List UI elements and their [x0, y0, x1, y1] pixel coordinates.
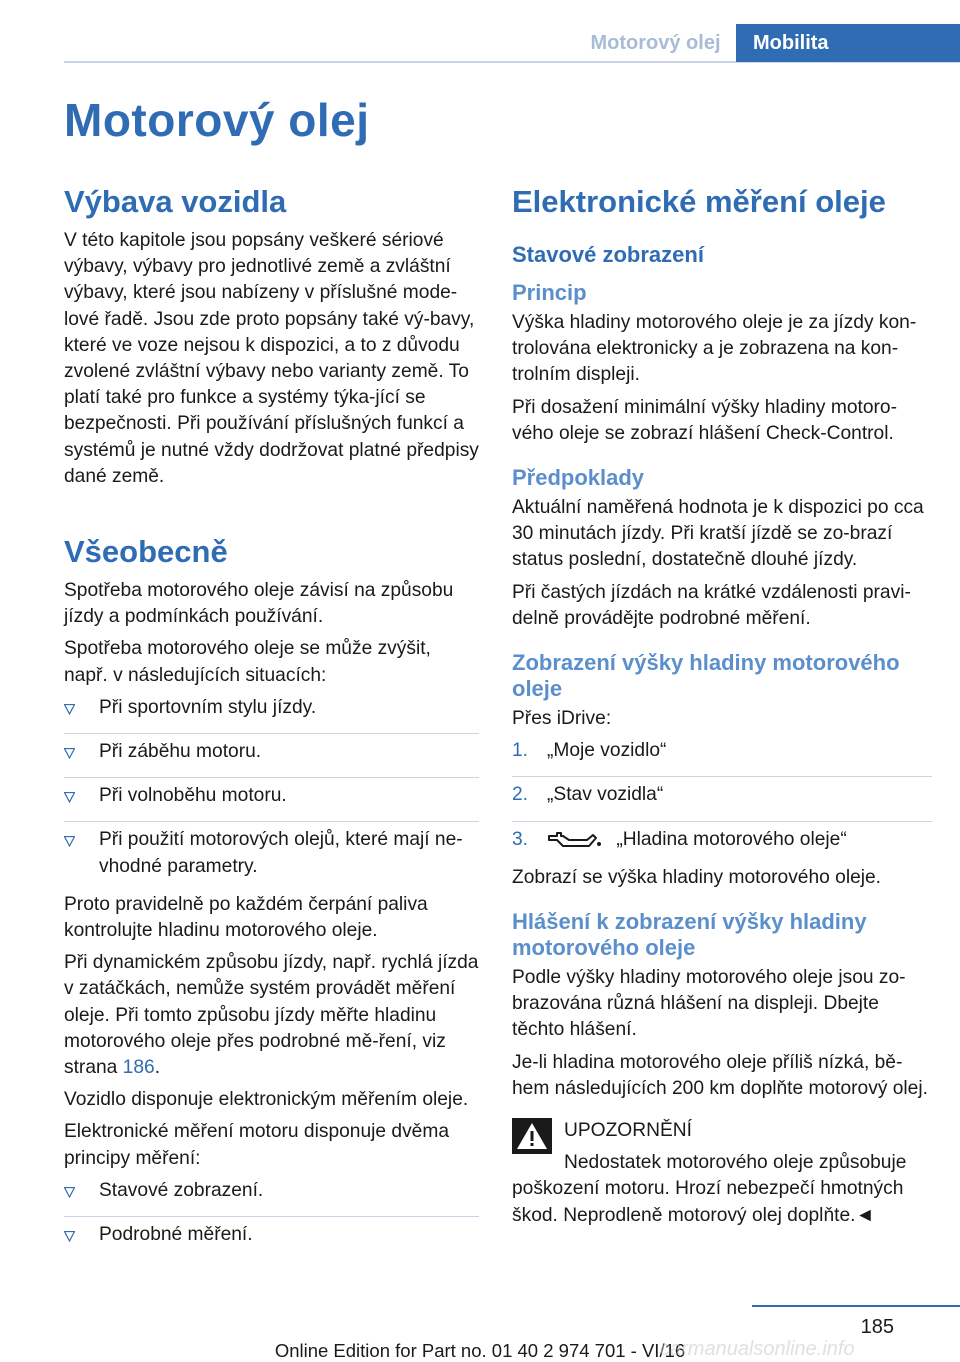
- paragraph-messages-2: Je-li hladina motorového oleje příliš nízká, bě‐hem následujících 200 km doplňte motorový olej.: [512, 1051, 928, 1099]
- paragraph-check-level: Proto pravidelně po každém čerpání paliva kontrolujte hladinu motorového oleje.: [64, 893, 428, 942]
- list-item: [64, 733, 479, 771]
- list-item: [512, 821, 932, 859]
- list-item: [64, 777, 479, 815]
- paragraph-principle-2: Při dosažení minimální výšky hladiny motoro‐vého oleje se zobrazí hlášení Check-Control.: [512, 396, 897, 444]
- list-item-text: Při použití motorových olejů, které mají ne‐vhodné parametry.: [99, 829, 463, 877]
- heading-messages: Hlášení k zobrazení výšky hladiny motorového oleje: [512, 909, 867, 961]
- dynamic-driving-end: .: [154, 1057, 161, 1079]
- list-item: [64, 1216, 479, 1254]
- paragraph-level-shown: Zobrazí se výška hladiny motorového oleje.: [512, 866, 882, 888]
- paragraph-consumption: Spotřeba motorového oleje závisí na způsobu jízdy a podmínkách používání.: [64, 580, 454, 628]
- paragraph-principles: Elektronické měření motoru disponuje dvěma principy měření:: [64, 1121, 450, 1169]
- list-item-text: Při sportovním stylu jízdy.: [99, 696, 317, 718]
- list-item-text: Podrobné měření.: [99, 1224, 253, 1246]
- triangle-bullet-icon: [64, 748, 75, 759]
- step-text: „Stav vozidla“: [547, 784, 664, 806]
- warning-box: [512, 1114, 932, 1229]
- dynamic-driving-text: Při dynamickém způsobu jízdy, např. rychlá jízda v zatáčkách, nemůže systém provádět měření oleje. Při tomto způsobu jízdy měřte hladinu motorového oleje přes podrobné mě‐ření, viz strana: [64, 952, 479, 1079]
- list-item: [64, 1178, 479, 1210]
- triangle-bullet-icon: [64, 1231, 75, 1242]
- triangle-bullet-icon: [64, 704, 75, 715]
- list-item-text: Při volnoběhu motoru.: [99, 785, 287, 807]
- heading-principle: Princip: [512, 280, 587, 305]
- triangle-bullet-icon: [64, 836, 75, 847]
- list-item-text: Stavové zobrazení.: [99, 1179, 264, 1201]
- warning-triangle-icon: [512, 1118, 552, 1154]
- step-text: „Hladina motorového oleje“: [616, 828, 847, 850]
- section-tab[interactable]: Motorový olej: [590, 32, 721, 54]
- paragraph-dynamic-driving: [64, 950, 479, 1081]
- step-number: 2.: [512, 784, 529, 806]
- paragraph-messages-1: Podle výšky hladiny motorového oleje jsou zo‐brazována různá hlášení na displeji. Dbejte těchto hlášení.: [512, 967, 906, 1041]
- warning-text: Nedostatek motorového oleje způsobuje poškození motoru. Hrozí nebezpečí hmotných škod. Neprodleně motorový olej doplňte.◄: [512, 1152, 907, 1226]
- paragraph-principle-1: Výška hladiny motorového oleje je za jízdy kon‐trolována elektronicky a je zobrazena na kon‐trolním displeji.: [512, 312, 917, 386]
- paragraph-prereq-1: Aktuální naměřená hodnota je k dispozici po cca 30 minutách jízdy. Při kratší jízdě se zo‐brazí status poslední, dostatečně dlouhé jízdy.: [512, 497, 924, 571]
- watermark: carmanualsonline.info: [660, 1338, 855, 1360]
- paragraph-consumption-increase: Spotřeba motorového oleje se může zvýšit, např. v následujících situacích:: [64, 638, 431, 686]
- steps-list: [512, 738, 932, 859]
- heading-status-display: Stavové zobrazení: [512, 242, 704, 267]
- paragraph-electronic-measurement: Vozidlo disponuje elektronickým měřením oleje.: [64, 1089, 469, 1111]
- paragraph-via-idrive: Přes iDrive:: [512, 708, 612, 730]
- heading-general: Všeobecně: [64, 534, 228, 570]
- list-item: [64, 695, 479, 727]
- situations-list: [64, 695, 479, 886]
- left-column: [64, 182, 479, 1260]
- heading-prerequisites: Předpoklady: [512, 465, 645, 491]
- page-reference-link[interactable]: 186: [122, 1057, 155, 1079]
- oil-can-icon: [547, 827, 603, 849]
- step-number: 3.: [512, 828, 529, 850]
- edition-note: Online Edition for Part no. 01 40 2 974 701 - VI/16: [274, 1340, 686, 1361]
- chapter-tab[interactable]: Mobilita: [736, 24, 960, 62]
- page-title: Motorový olej: [64, 94, 370, 146]
- principles-list: [64, 1178, 479, 1254]
- triangle-bullet-icon: [64, 792, 75, 803]
- list-item-text: Při záběhu motoru.: [99, 741, 262, 763]
- paragraph-prereq-2: Při častých jízdách na krátké vzdálenosti pravi‐delně provádějte podrobné měření.: [512, 581, 911, 629]
- list-item: [64, 821, 479, 885]
- list-item: [512, 738, 932, 770]
- paragraph-equipment: V této kapitole jsou popsány veškeré sériové výbavy, výbavy pro jednotlivé země a zvláštní výbavy, které jsou nabízeny v příslušné mode‐lové řadě. Jsou zde proto popsány také vý‐bavy, které ve voze nejsou k dispozici, a to z důvodu zvolené zvláštní výbavy nebo varianty země. To platí také pro funkce a systémy týka‐jící se bezpečnosti. Při používání příslušných funkcí a systémů je nutné vždy dodržovat platné předpisy dané země.: [64, 230, 479, 487]
- page-number: 185: [860, 1316, 894, 1338]
- list-item: [512, 776, 932, 814]
- step-text: „Moje vozidlo“: [547, 740, 667, 762]
- heading-equipment: Výbava vozidla: [64, 184, 287, 219]
- step-number: 1.: [512, 740, 529, 762]
- heading-level-display: Zobrazení výšky hladiny motorového oleje: [512, 650, 900, 702]
- right-column: [512, 182, 932, 1235]
- heading-electronic-measurement: Elektronické měření oleje: [512, 184, 886, 219]
- footer-rule: [752, 1305, 960, 1307]
- warning-title: UPOZORNĚNÍ: [564, 1120, 692, 1142]
- triangle-bullet-icon: [64, 1187, 75, 1198]
